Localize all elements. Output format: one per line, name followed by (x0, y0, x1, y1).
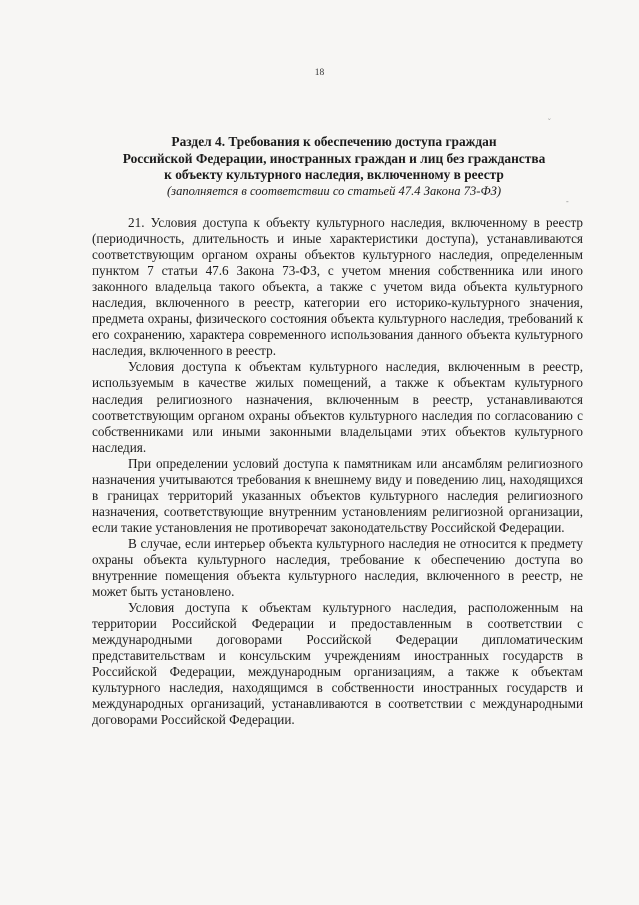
body-text (92, 215, 583, 729)
page-number: 18 (314, 68, 325, 78)
section-heading-line: Российской Федерации, иностранных граждан и лиц без гражданства (122, 150, 546, 166)
paragraph-21: 21. Условия доступа к объекту культурного наследия, включенному в реестр (периодичность, длительность и иные характеристики доступа), устанавливаются соответствующим органом охраны объектов культурного наследия, определенным пунктом 7 статьи 47.6 Закона 73-ФЗ, с учетом мнения собственника или иного законного владельца такого объекта, а также с учетом вида объекта культурного наследия, включенного в реестр, категории его историко-культурного значения, предмета охраны, физического состояния объекта культурного наследия, требований к его сохранению, характера современного использования данного объекта культурного наследия, включенного в реестр. (92, 215, 583, 359)
scan-mark: ˘ (548, 117, 551, 126)
section-heading-line: Раздел 4. Требования к обеспечению доступа граждан (171, 134, 497, 149)
section-heading-line: к объекту культурного наследия, включенному в реестр (164, 167, 504, 182)
scan-mark: - (566, 197, 569, 206)
paragraph: Условия доступа к объектам культурного наследия, расположенным на территории Российской Федерации и предоставленным в соответствии с международными договорами Российской Федерации дипломатическим представительствам и консульским учреждениям иностранных государств в Российской Федерации, международным организациям, а также к объектам культурного наследия, находящимся в собственности иностранных государств и международных организаций, устанавливаются в соответствии с международными договорами Российской Федерации. (92, 600, 583, 728)
paragraph: В случае, если интерьер объекта культурного наследия не относится к предмету охраны объекта культурного наследия, требование к обеспечению доступа во внутренние помещения объекта культурного наследия, включенного в реестр, не может быть установлено. (92, 535, 583, 600)
section-note: (заполняется в соответствии со статьей 47.4 Закона 73-ФЗ) (166, 183, 502, 198)
section-heading (84, 134, 584, 199)
paragraph: При определении условий доступа к памятникам или ансамблям религиозного назначения учитываются требования к внешнему виду и поведению лиц, находящихся в границах территорий указанных объектов культурного наследия религиозного назначения, соответствующие внутренним установлениям религиозной организации, если такие установления не противоречат законодательству Российской Федерации. (92, 455, 583, 535)
paragraph: Условия доступа к объектам культурного наследия, включенным в реестр, используемым в качестве жилых помещений, а также к объектам культурного наследия религиозного назначения, включенным в реестр, устанавливаются соответствующим органом охраны объектов культурного наследия по согласованию с собственниками или иными законными владельцами этих объектов культурного наследия. (92, 359, 583, 455)
